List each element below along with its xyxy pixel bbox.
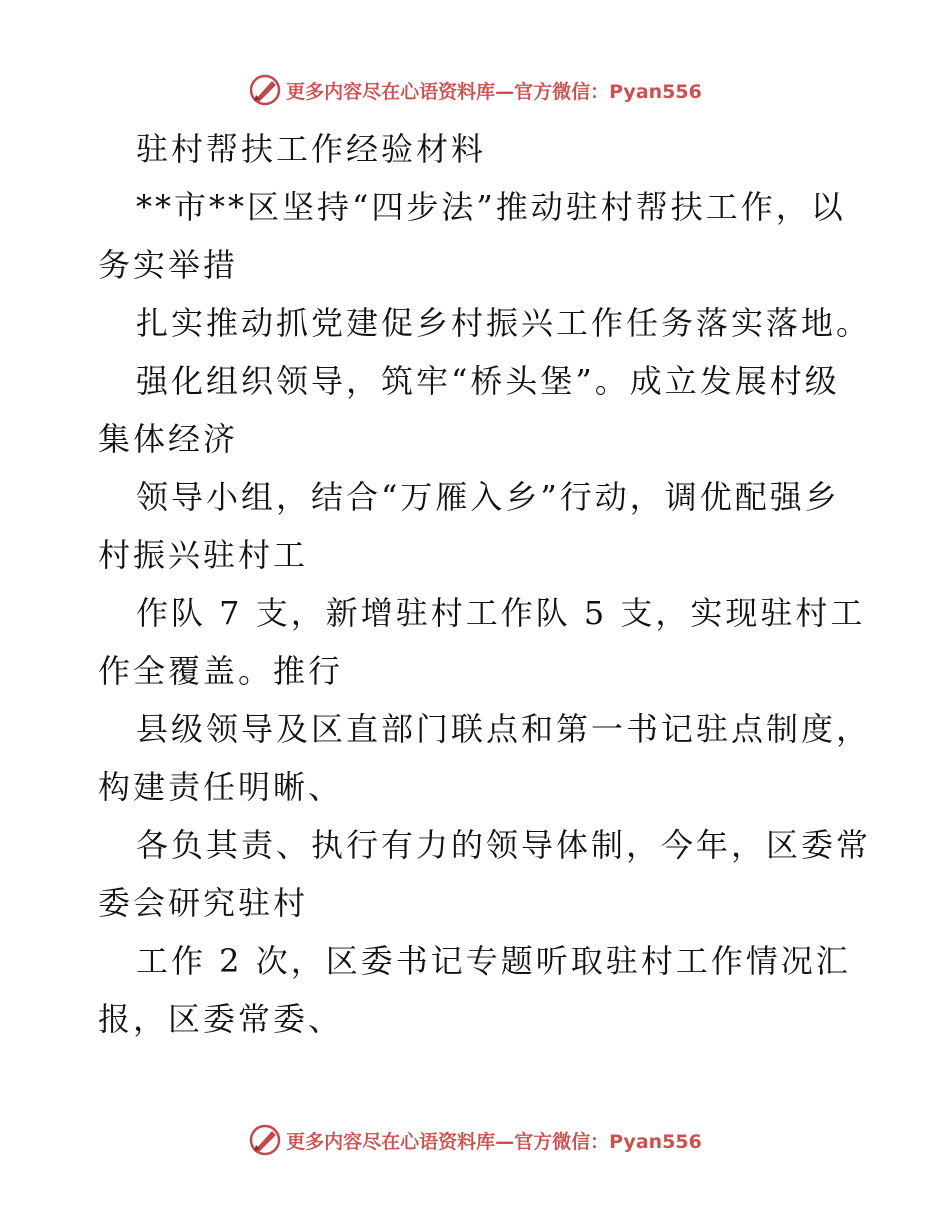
doc-line: 报，区委常委、 [98,1000,344,1038]
doc-line: 领导小组，结合“万雁入乡”行动，调优配强乡 [136,478,840,516]
doc-line: 村振兴驻村工 [98,536,309,574]
footer-banner [0,1120,950,1160]
pen-logo-icon [248,1123,282,1157]
doc-line: 作全覆盖。推行 [98,652,344,690]
doc-line: 各负其责、执行有力的领导体制，今年，区委常 [136,826,872,864]
doc-line: 务实举措 [98,246,239,284]
header-banner [0,70,950,110]
doc-line: 委会研究驻村 [98,884,309,922]
header-text: 更多内容尽在心语资料库—官方微信：Pyan556 [286,80,702,103]
pen-logo-icon [248,73,282,107]
doc-line: 构建责任明晰、 [98,768,344,806]
doc-line: 工作 2 次，区委书记专题听取驻村工作情况汇 [136,942,851,980]
doc-line: 强化组织领导，筑牢“桥头堡”。成立发展村级 [136,362,840,400]
doc-line: **市**区坚持“四步法”推动驻村帮扶工作，以 [136,188,846,226]
footer-text: 更多内容尽在心语资料库—官方微信：Pyan556 [286,1130,702,1153]
document-body [98,120,872,1048]
doc-line: 集体经济 [98,420,239,458]
doc-line: 县级领导及区直部门联点和第一书记驻点制度， [136,710,872,748]
doc-line: 驻村帮扶工作经验材料 [136,130,487,168]
doc-line: 作队 7 支，新增驻村工作队 5 支，实现驻村工 [136,594,866,632]
doc-line: 扎实推动抓党建促乡村振兴工作任务落实落地。 [136,304,872,342]
